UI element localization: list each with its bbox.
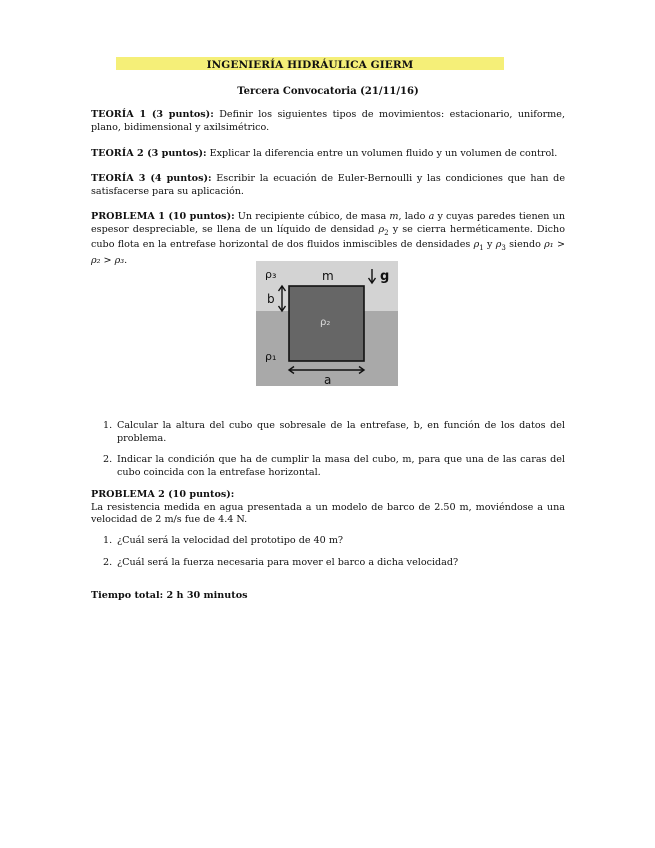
cube-diagram (256, 261, 398, 386)
question-text: ¿Cuál será la fuerza necesaria para mover el barco a dicha velocidad? (117, 556, 459, 568)
problem-1-text-d: y se cierra herméticamente. Dicho cubo flota en la entrefase horizontal de dos fluidos inmiscibles de densidades (91, 223, 565, 251)
question-number: 2. (103, 556, 113, 568)
problem-2-label: PROBLEMA 2 (10 puntos): (91, 489, 235, 500)
page-subtitle: Tercera Convocatoria (21/11/16) (237, 86, 419, 97)
theory-1 (91, 109, 565, 134)
question-number: 1. (103, 535, 113, 546)
problem-1-rho1-sub: 1 (479, 244, 484, 252)
problem-2-questions (91, 535, 565, 578)
problem-1-inequality: ρ₁ > ρ₂ > ρ₃. (91, 239, 565, 266)
list-item (91, 535, 565, 548)
total-time: Tiempo total: 2 h 30 minutos (91, 590, 248, 601)
problem-1-rho2: ρ (378, 223, 385, 235)
list-item (91, 557, 565, 570)
question-text: Calcular la altura del cubo que sobresale de la entrefase, b, en función de los datos del problema. (117, 420, 565, 444)
theory-1-text: Definir los siguientes tipos de movimientos: estacionario, uniforme, plano, bidimensional y axilsimétrico. (91, 109, 566, 133)
b-label: b (267, 292, 275, 306)
mass-label: m (322, 269, 334, 283)
question-text: ¿Cuál será la velocidad del prototipo de 40 m? (117, 535, 344, 546)
theory-2-label: TEORÍA 2 (3 puntos): (91, 148, 207, 159)
problem-2-statement (91, 489, 565, 527)
problem-2-text: La resistencia medida en agua presentada a un modelo de barco de 2.50 m, moviéndose a una velocidad de 2 m/s fue de 4.4 N. (91, 501, 565, 526)
problem-1-label: PROBLEMA 1 (10 puntos): (91, 211, 235, 222)
problem-1-rho2-sub: 2 (384, 228, 389, 237)
theory-2 (91, 148, 565, 161)
rho3-label: ρ₃ (265, 268, 277, 281)
problem-1-rho3-sub: 3 (501, 244, 506, 252)
problem-1-rho1: ρ (473, 239, 480, 251)
theory-3 (91, 173, 565, 198)
problem-1-text-c: y cuyas paredes tienen un espesor despreciable, se llena de un líquido de densidad (91, 211, 565, 235)
problem-1-text-f: siendo (505, 239, 545, 251)
problem-1-a: a (428, 211, 435, 222)
page-title: INGENIERÍA HIDRÁULICA GIERM (206, 59, 414, 71)
problem-1-statement (91, 211, 565, 267)
problem-1-text-e: y (483, 239, 496, 251)
problem-1-rho3: ρ (495, 239, 502, 251)
theory-3-label: TEORÍA 3 (4 puntos): (91, 173, 212, 184)
list-item (91, 420, 565, 445)
question-number: 1. (103, 420, 113, 431)
problem-1-text-b: , lado (398, 211, 429, 222)
rho1-label: ρ₁ (265, 350, 277, 363)
rho2-label: ρ₂ (320, 317, 331, 328)
list-item (91, 454, 565, 479)
question-text: Indicar la condición que ha de cumplir la masa del cubo, m, para que una de las caras del cubo coincida con la entrefase horizontal. (117, 454, 565, 478)
theory-3-text: Escribir la ecuación de Euler-Bernoulli y las condiciones que han de satisfacerse para su aplicación. (91, 173, 565, 197)
problem-1-text-a: Un recipiente cúbico, de masa (234, 211, 390, 222)
problem-1-m: m (389, 211, 399, 222)
theory-1-label: TEORÍA 1 (3 puntos): (91, 109, 214, 120)
question-number: 2. (103, 454, 113, 466)
problem-1-questions (91, 420, 565, 488)
theory-2-text: Explicar la diferencia entre un volumen fluido y un volumen de control. (206, 148, 558, 159)
gravity-label: g (380, 269, 390, 284)
a-label: a (324, 373, 332, 386)
